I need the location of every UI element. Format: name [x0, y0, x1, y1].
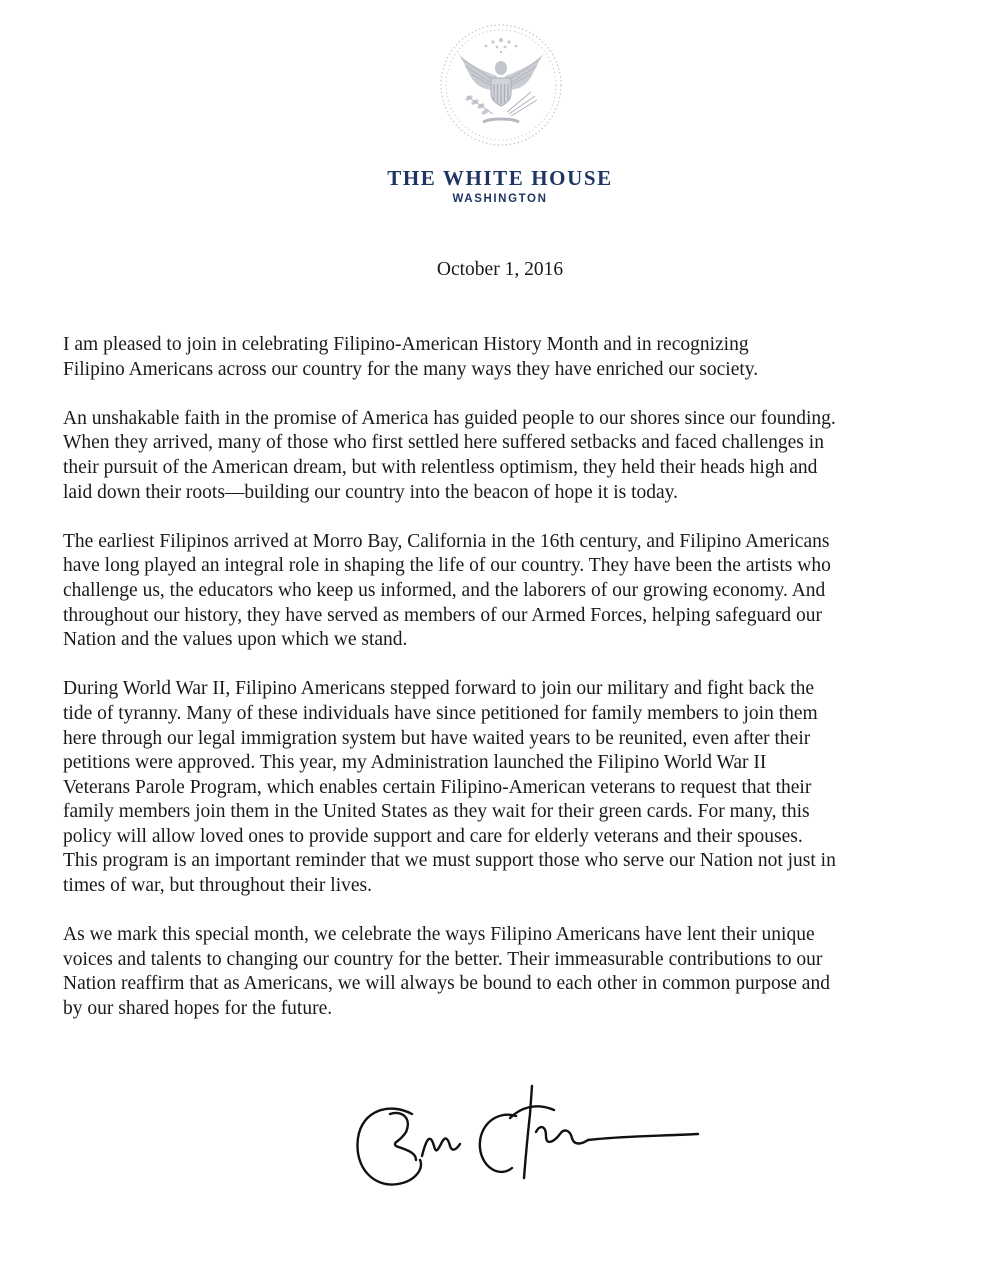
text-line: Veterans Parole Program, which enables certain Filipino-American veterans to request that their: [63, 776, 812, 798]
text-line: challenge us, the educators who keep us informed, and the laborers of our growing economy. And: [63, 579, 826, 601]
text-line: voices and talents to changing our country for the better. Their immeasurable contributions to our: [63, 948, 823, 970]
text-line: have long played an integral role in shaping the life of our country. They have been the artists who: [63, 555, 831, 577]
text-line: I am pleased to join in celebrating Filipino-American History Month and in recognizing: [63, 334, 749, 355]
paragraph: [63, 333, 943, 382]
letter-date: October 1, 2016: [436, 259, 564, 280]
text-line: petitions were approved. This year, my Administration launched the Filipino World War II: [63, 752, 767, 774]
text-line: tide of tyranny. Many of these individuals have since petitioned for family members to join them: [63, 702, 818, 724]
letterhead-title: THE WHITE HOUSE: [387, 166, 613, 190]
presidential-seal-icon: [437, 18, 565, 152]
letter-body: [63, 333, 943, 1046]
text-line: During World War II, Filipino Americans stepped forward to join our military and fight back the: [63, 678, 815, 700]
text-line: here through our legal immigration system but have waited years to be reunited, even after their: [63, 727, 811, 749]
text-line: Filipino Americans across our country for the many ways they have enriched our society.: [63, 358, 759, 380]
text-line: Nation reaffirm that as Americans, we will always be bound to each other in common purpose and: [63, 973, 830, 995]
handwritten-signature-icon: [350, 1080, 710, 1210]
text-line: times of war, but throughout their lives.: [63, 875, 373, 897]
text-line: policy will allow loved ones to provide support and care for elderly veterans and their spouses.: [63, 825, 803, 847]
text-line: throughout our history, they have served as members of our Armed Forces, helping safeguard our: [63, 604, 823, 626]
text-line: family members join them in the United States as they wait for their green cards. For many, this: [63, 801, 810, 823]
letterhead-subtitle: WASHINGTON: [452, 193, 548, 205]
paragraph: [63, 530, 943, 653]
text-line: When they arrived, many of those who first settled here suffered setbacks and faced challenges in: [63, 432, 824, 454]
text-line: As we mark this special month, we celebrate the ways Filipino Americans have lent their unique: [63, 924, 815, 946]
paragraph: [63, 677, 943, 898]
text-line: by our shared hopes for the future.: [63, 998, 333, 1020]
text-line: This program is an important reminder that we must support those who serve our Nation not just in: [63, 850, 836, 872]
text-line: their pursuit of the American dream, but with relentless optimism, they held their heads high and: [63, 456, 818, 478]
text-line: Nation and the values upon which we stand.: [63, 629, 408, 651]
text-line: An unshakable faith in the promise of America has guided people to our shores since our founding.: [63, 407, 836, 429]
text-line: The earliest Filipinos arrived at Morro Bay, California in the 16th century, and Filipino Americans: [63, 530, 830, 552]
paragraph: [63, 923, 943, 1021]
text-line: laid down their roots—building our country into the beacon of hope it is today.: [63, 481, 679, 503]
paragraph: [63, 407, 943, 505]
